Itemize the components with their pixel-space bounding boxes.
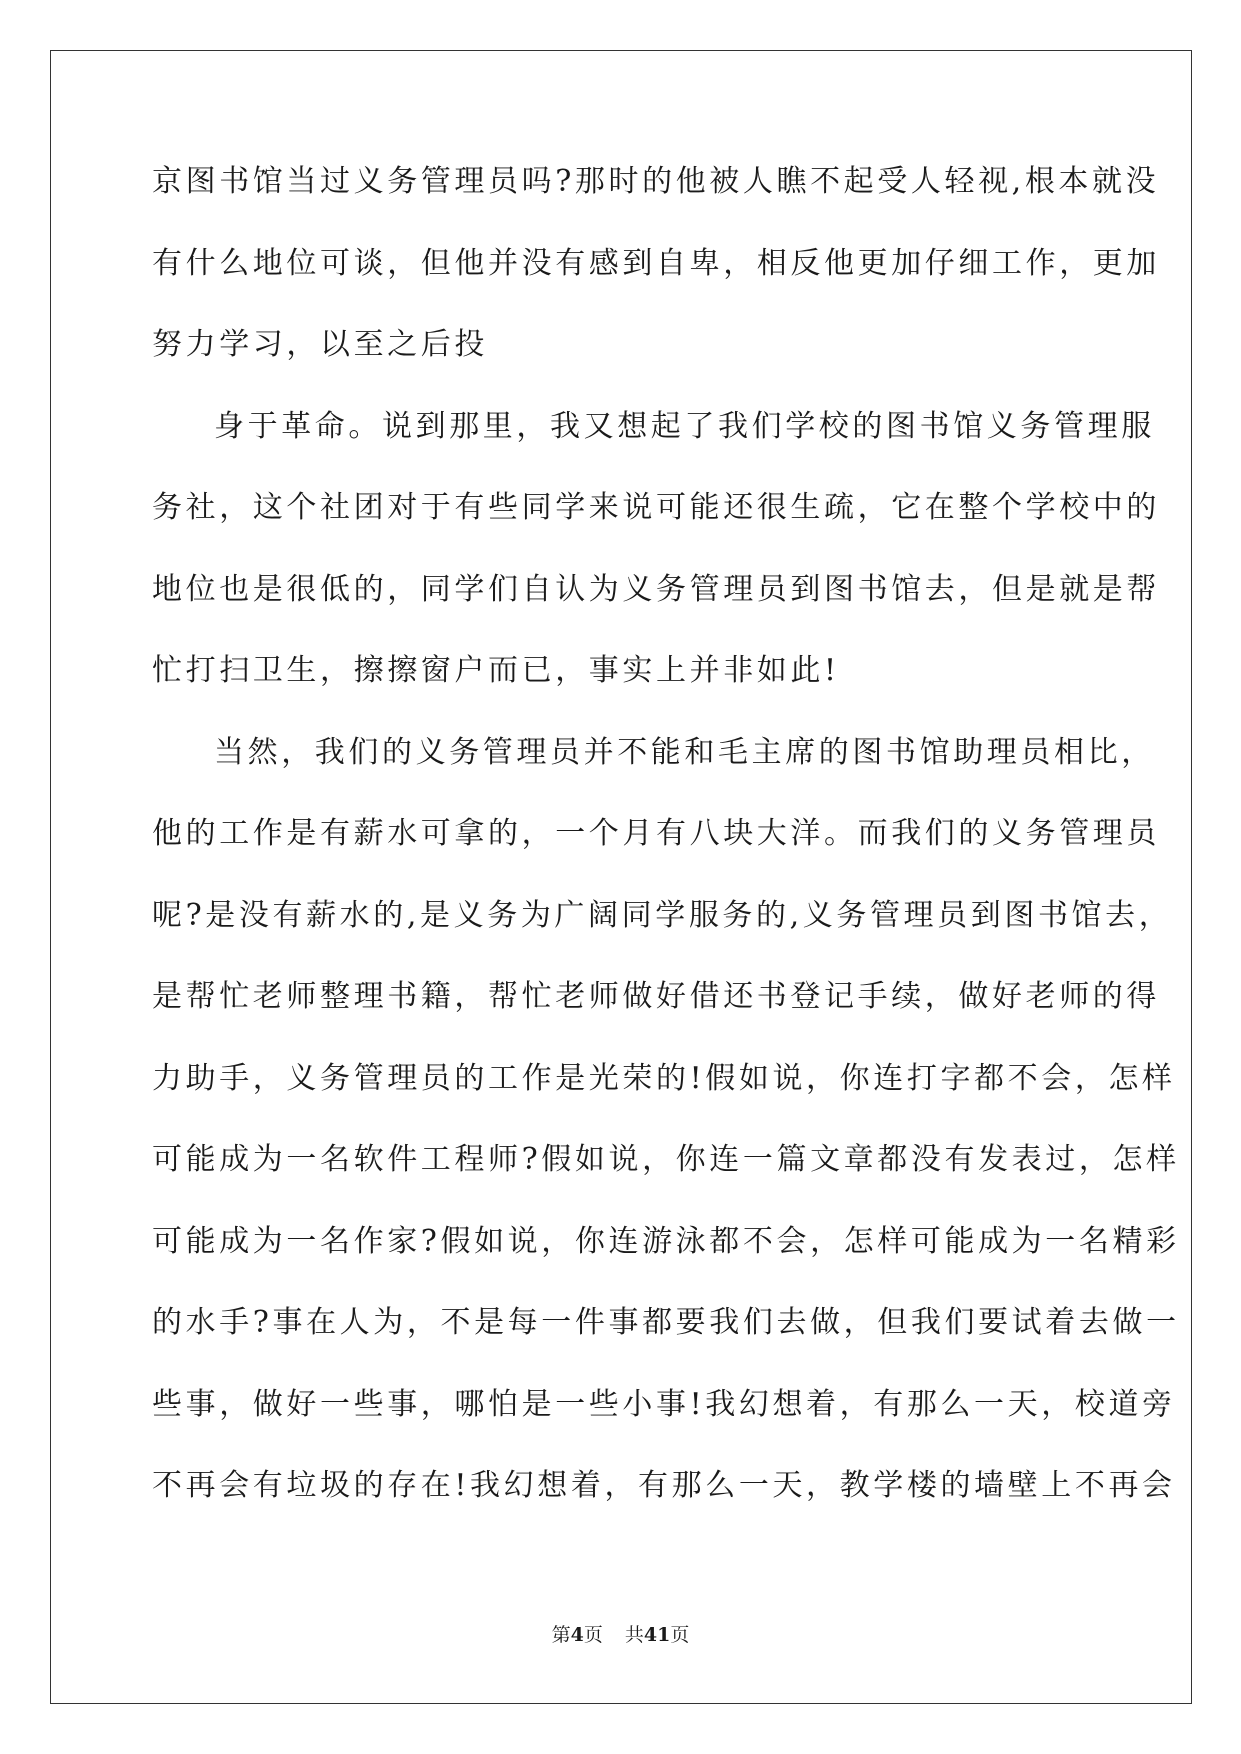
text-line: 努力学习，以至之后投	[152, 327, 488, 362]
total-page-count: 41	[643, 1624, 671, 1646]
text-line: 的水手?事在人为，不是每一件事都要我们去做，但我们要试着去做一	[152, 1305, 1180, 1340]
text-line: 是帮忙老师整理书籍，帮忙老师做好借还书登记手续，做好老师的得	[152, 979, 1160, 1014]
text-line: 力助手，义务管理员的工作是光荣的!假如说，你连打字都不会，怎样	[152, 1060, 1176, 1096]
paragraph-start-line: 当然，我们的义务管理员并不能和毛主席的图书馆助理员相比，	[214, 734, 1155, 770]
total-prefix: 共	[624, 1624, 644, 1646]
page-suffix: 页	[583, 1624, 603, 1646]
text-line: 务社，这个社团对于有些同学来说可能还很生疏，它在整个学校中的	[152, 490, 1160, 525]
text-line: 可能成为一名作家?假如说，你连游泳都不会，怎样可能成为一名精彩	[152, 1223, 1180, 1259]
text-line: 些事，做好一些事，哪怕是一些小事!我幻想着，有那么一天，校道旁	[152, 1386, 1176, 1422]
text-line: 他的工作是有薪水可拿的，一个月有八块大洋。而我们的义务管理员	[152, 816, 1160, 851]
text-line: 呢?是没有薪水的,是义务为广阔同学服务的,义务管理员到图书馆去，	[152, 897, 1173, 933]
page-prefix: 第	[551, 1624, 571, 1646]
page-footer	[0, 1620, 1241, 1647]
text-line: 京图书馆当过义务管理员吗?那时的他被人瞧不起受人轻视,根本就没	[152, 164, 1160, 199]
current-page-number: 4	[570, 1624, 584, 1646]
text-line: 地位也是很低的，同学们自认为义务管理员到图书馆去，但是就是帮	[152, 571, 1160, 607]
text-line: 有什么地位可谈，但他并没有感到自卑，相反他更加仔细工作，更加	[152, 245, 1160, 281]
text-line: 忙打扫卫生，擦擦窗户而已，事实上并非如此!	[152, 653, 840, 688]
text-line: 可能成为一名软件工程师?假如说，你连一篇文章都没有发表过，怎样	[152, 1142, 1180, 1177]
document-body	[152, 160, 1180, 1546]
paragraph-start-line: 身于革命。说到那里，我又想起了我们学校的图书馆义务管理服	[214, 408, 1155, 444]
total-suffix: 页	[670, 1624, 690, 1646]
text-line: 不再会有垃圾的存在!我幻想着，有那么一天，教学楼的墙壁上不再会	[152, 1468, 1176, 1503]
